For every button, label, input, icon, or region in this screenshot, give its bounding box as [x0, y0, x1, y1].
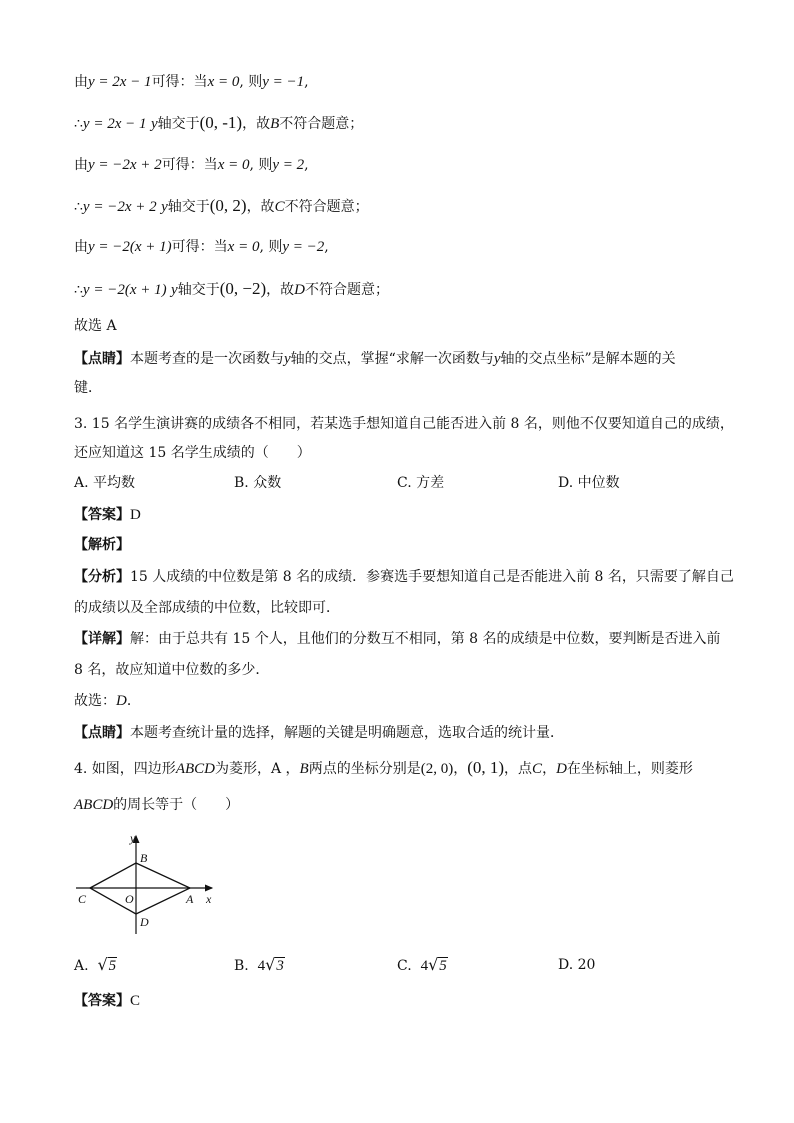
therefore-symbol: ∴ [74, 116, 83, 132]
formula: (0, −2) [219, 279, 267, 298]
text: 轴的交点坐标”是解本题的关 [500, 351, 676, 367]
text: , [324, 239, 329, 255]
dianjing-line [74, 349, 676, 369]
radicand: 3 [276, 958, 284, 974]
q3-dianjing-line [74, 723, 564, 743]
formula: (0, 2) [209, 196, 247, 215]
point-d-label: D [140, 915, 149, 929]
text: 由 [74, 74, 88, 90]
y-axis-label: y [130, 831, 136, 845]
formula: y = 2x − 1 [82, 116, 147, 132]
text: 轴交于 [167, 199, 210, 215]
q3-stem-line-1: 3. 15 名学生演讲赛的成绩各不相同，若某选手想知道自己能否进入前 8 名，则他不仅要知道自己的成绩， [74, 416, 734, 432]
q4-option-c [397, 955, 448, 976]
xiangjie-tag: 【详解】 [74, 631, 130, 647]
q4-stem-line-2 [74, 795, 239, 815]
q3-choose-line [74, 691, 141, 711]
origin-label: O [125, 892, 134, 906]
q3-answer [74, 505, 141, 525]
formula: y [161, 199, 168, 215]
choose-a-line: 故选 A [74, 318, 117, 334]
q4-option-a [74, 955, 117, 976]
q4-option-b [234, 955, 285, 976]
option-label: C. [397, 958, 412, 974]
text: 4. 如图，四边形 [74, 761, 176, 777]
text: 不符合题意； [279, 116, 364, 132]
formula: (2, 0) [420, 761, 454, 777]
q4-option-d: D. 20 [558, 957, 596, 973]
text: 在坐标轴上，则菱形 [566, 761, 693, 777]
coefficient: 4 [420, 958, 429, 974]
q3-option-d: D. 中位数 [558, 475, 620, 491]
radicand: 5 [108, 958, 117, 974]
formula: ABCD [175, 761, 215, 777]
formula: D [116, 693, 127, 709]
text: ，点 [504, 761, 533, 777]
therefore-symbol: ∴ [74, 282, 83, 298]
text: , 则 [249, 157, 273, 173]
formula: (0, 1) [467, 758, 505, 777]
formula: y = −2(x + 1) [82, 282, 167, 298]
formula: D [294, 282, 305, 298]
formula: B [270, 116, 280, 132]
rhombus-figure [70, 830, 220, 940]
text: ． [126, 693, 141, 709]
solution-line-6 [74, 279, 389, 300]
formula: ABCD [74, 797, 114, 813]
solution-line-3 [74, 155, 309, 175]
text: ，故 [266, 282, 295, 298]
solution-line-4 [74, 196, 369, 217]
text: ， [542, 761, 557, 777]
text: 为菱形，A ， [214, 761, 300, 777]
dianjing-line-2: 键． [74, 380, 102, 396]
text: ，故 [242, 116, 271, 132]
text: 不符合题意； [304, 282, 389, 298]
therefore-symbol: ∴ [74, 199, 83, 215]
text: 可得：当 [151, 74, 208, 90]
point-b-label: B [140, 851, 148, 865]
formula: x = 0 [207, 74, 240, 90]
q3-xiangjie-line-1 [74, 629, 721, 649]
text: 可得：当 [161, 157, 218, 173]
sqrt-expression: √5 [97, 955, 117, 974]
text: 故选： [74, 693, 116, 709]
sqrt-expression: √5 [428, 955, 447, 974]
formula: y = −2x + 2 [82, 199, 157, 215]
text: 轴的交点，掌握“求解一次函数与 [290, 351, 494, 367]
answer-tag: 【答案】 [74, 993, 130, 1009]
solution-line-1 [74, 72, 309, 92]
formula: y [493, 351, 501, 367]
q4-answer [74, 991, 140, 1011]
formula: (0, -1) [199, 113, 243, 132]
text: , 则 [259, 239, 283, 255]
q3-option-b: B. 众数 [234, 475, 282, 491]
sqrt-expression: √3 [265, 955, 284, 974]
formula: B [299, 761, 309, 777]
text: 轴交于 [177, 282, 220, 298]
solution-line-5 [74, 237, 329, 257]
formula: y = 2 [272, 157, 305, 173]
answer-tag: 【答案】 [74, 507, 130, 523]
formula: C [532, 761, 543, 777]
text: 可得：当 [171, 239, 228, 255]
x-axis-label: x [206, 892, 212, 906]
q3-option-c: C. 方差 [397, 475, 445, 491]
text: ， [453, 761, 468, 777]
solution-line-2 [74, 113, 363, 134]
dianjing-tag: 【点睛】 [74, 725, 130, 741]
answer-value: D [130, 507, 141, 523]
text: 两点的坐标分别是 [308, 761, 421, 777]
q3-analysis-tag: 【解析】 [74, 537, 130, 553]
text: , [304, 157, 309, 173]
q3-fenxi-line-2: 的成绩以及全部成绩的中位数，比较即可． [74, 600, 340, 616]
q3-xiangjie-line-2: 8 名，故应知道中位数的多少． [74, 662, 270, 678]
text: 本题考查统计量的选择，解题的关键是明确题意，选取合适的统计量． [130, 725, 564, 741]
formula: D [556, 761, 567, 777]
fenxi-tag: 【分析】 [74, 569, 130, 585]
text: , [304, 74, 309, 90]
option-label: B. [234, 958, 249, 974]
q3-option-a: A. 平均数 [74, 475, 136, 491]
text: 的周长等于（ ） [113, 797, 240, 813]
formula: y = −2x + 2 [88, 157, 162, 173]
formula: y = −1 [262, 74, 305, 90]
formula: x = 0 [217, 157, 250, 173]
text: ，故 [246, 199, 275, 215]
point-a-label: A [186, 892, 194, 906]
coefficient: 4 [257, 958, 266, 974]
formula: y [284, 351, 291, 367]
option-label: A. [74, 958, 89, 974]
text: 15 人成绩的中位数是第 8 名的成绩．参赛选手要想知道自己是否能进入前 8 名，只需要了解自己 [130, 569, 734, 585]
formula: y = −2 [282, 239, 325, 255]
formula: y [150, 116, 158, 132]
dianjing-tag: 【点睛】 [74, 351, 130, 367]
answer-value: C [130, 993, 141, 1009]
q3-fenxi-line-1 [74, 567, 734, 587]
text: 由 [74, 157, 88, 173]
formula: y = 2x − 1 [88, 74, 152, 90]
q4-stem-line-1 [74, 758, 693, 779]
radicand: 5 [439, 958, 447, 974]
text: 本题考查的是一次函数与 [130, 351, 284, 367]
text: 由 [74, 239, 88, 255]
formula: y [171, 282, 178, 298]
point-c-label: C [78, 892, 87, 906]
formula: x = 0 [227, 239, 260, 255]
text: 不符合题意； [284, 199, 369, 215]
text: 解：由于总共有 15 个人，且他们的分数互不相同，第 8 名的成绩是中位数，要判断是否进入前 [130, 631, 721, 647]
q3-stem-line-2: 还应知道这 15 名学生成绩的（ ） [74, 445, 311, 461]
formula: C [274, 199, 285, 215]
formula: y = −2(x + 1) [88, 239, 172, 255]
text: 轴交于 [157, 116, 200, 132]
text: , 则 [239, 74, 263, 90]
